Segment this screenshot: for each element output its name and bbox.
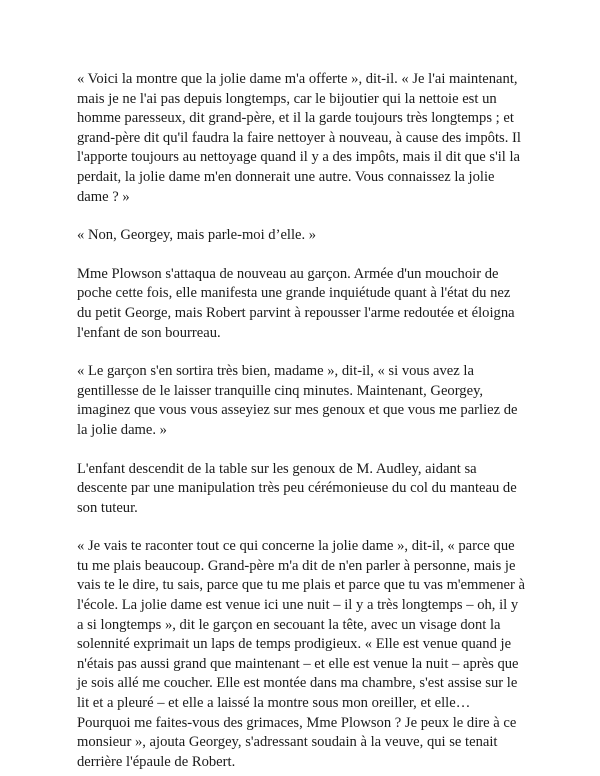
paragraph: L'enfant descendit de la table sur les genoux de M. Audley, aidant sa descente par une manipulation très peu cérémonieuse du col du manteau de son tuteur. [77,460,517,516]
paragraph: Mme Plowson s'attaqua de nouveau au garçon. Armée d'un mouchoir de poche cette fois, elle manifesta une grande inquiétude quant à l'état du nez du petit George, mais Robert parvint à repousser l'arme redoutée et éloigna l'enfant de son bourreau. [77,265,515,341]
paragraph: « Je vais te raconter tout ce qui concerne la jolie dame », dit-il, « parce que tu me plais beaucoup. Grand-père m'a dit de n'en parler à personne, mais je vais te le dire, tu sais, parce que tu me plais et parce que tu vas m'emmener à l'école. La jolie dame est venue ici une nuit – il y a très longtemps – oh, il y a si longtemps », dit le garçon en secouant la tête, avec un visage dont la solennité exprimait un laps de temps prodigieux. « Elle est venue quand je n'étais pas aussi grand que maintenant – et elle est venue la nuit – après que je sois allé me coucher. Elle est montée dans ma chambre, s'est assise sur le lit et a pleuré – et elle a laissé la montre sous mon oreiller, et elle… Pourquoi me faites-vous des grimaces, Mme Plowson ? Je peux le dire à ce monsieur », ajouta Georgey, s'adressant soudain à la veuve, qui se tenait derrière l'épaule de Robert. [77,538,525,770]
paragraph: « Le garçon s'en sortira très bien, madame », dit-il, « si vous avez la gentillesse de le laisser tranquille cinq minutes. Maintenant, Georgey, imaginez que vous vous asseyiez sur mes genoux et que vous me parliez de la jolie dame. » [77,363,518,438]
paragraph: « Voici la montre que la jolie dame m'a offerte », dit-il. « Je l'ai maintenant, mais je ne l'ai pas depuis longtemps, car le bijoutier qui la nettoie est un homme paresseux, dit grand-père, et il la garde toujours très longtemps ; et grand-père dit qu'il faudra la faire nettoyer à nouveau, à cause des impôts. Il l'apporte toujours au nettoyage quand il y a des impôts, mais il dit que s'il la perdait, la jolie dame m'en donnerait une autre. Vous connaissez la jolie dame ? » [77,71,521,205]
paragraph: « Non, Georgey, mais parle-moi d’elle. » [77,227,317,244]
